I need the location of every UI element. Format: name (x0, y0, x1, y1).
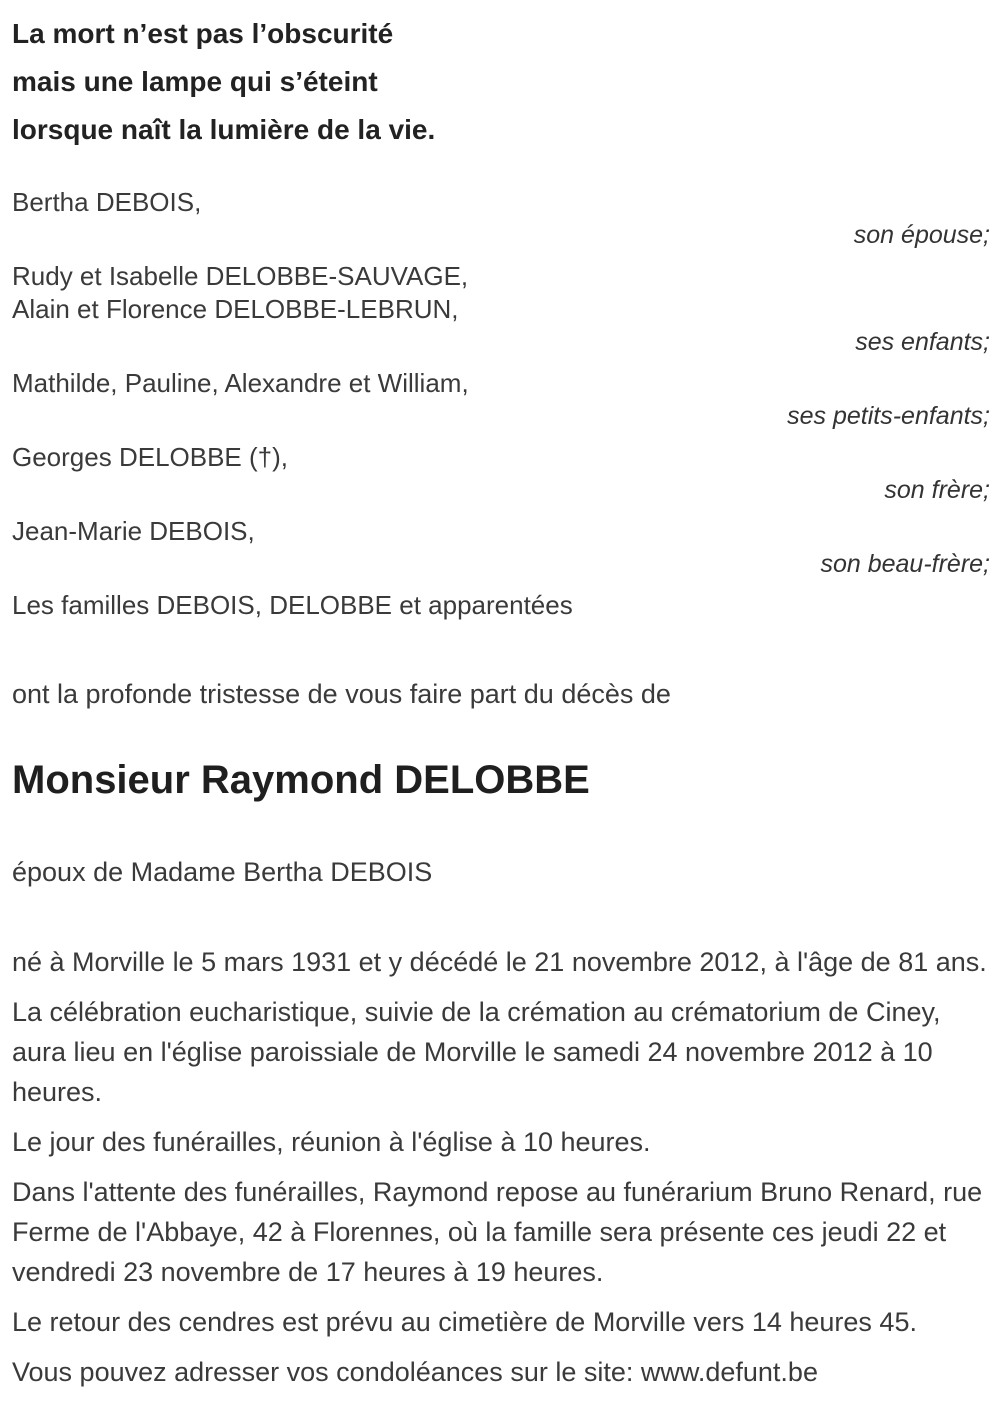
family-relation: ses enfants; (855, 328, 990, 356)
epigraph-line-1: La mort n’est pas l’obscurité (12, 18, 394, 49)
family-name: Georges DELOBBE (†), (12, 442, 288, 472)
announcement-line: ont la profonde tristesse de vous faire part du décès de (12, 679, 671, 709)
family-entry-spouse (12, 186, 990, 252)
paragraph-condolences: Vous pouvez adresser vos condoléances sur le site: www.defunt.be (12, 1357, 818, 1387)
family-name: Rudy et Isabelle DELOBBE-SAUVAGE, (12, 261, 469, 291)
family-entry-brother (12, 441, 990, 507)
family-relation: son épouse; (853, 221, 990, 249)
epigraph (12, 10, 990, 154)
epigraph-line-2: mais une lampe qui s’éteint (12, 66, 378, 97)
family-entry-grandchildren (12, 367, 990, 433)
family-name: Alain et Florence DELOBBE-LEBRUN, (12, 294, 459, 324)
family-name: Jean-Marie DEBOIS, (12, 516, 255, 546)
family-list (12, 186, 990, 622)
family-entry-children (12, 260, 990, 359)
family-relation: ses petits-enfants; (787, 402, 990, 430)
deceased-name-title: Monsieur Raymond DELOBBE (12, 758, 590, 802)
paragraph-funerarium: Dans l'attente des funérailles, Raymond repose au funérarium Bruno Renard, rue Ferme de l'Abbaye, 42 à Florennes, où la famille sera présente ces jeudi 22 et vendredi 23 novembre de 17 heures à 19 heures. (12, 1177, 983, 1287)
epigraph-line-3: lorsque naît la lumière de la vie. (12, 114, 436, 145)
paragraph-ceremony: La célébration eucharistique, suivie de la crémation au crématorium de Ciney, aura lieu en l'église paroissiale de Morville le samedi 24 novembre 2012 à 10 heures. (12, 997, 941, 1107)
family-name: Bertha DEBOIS, (12, 187, 202, 217)
deceased-subtitle: époux de Madame Bertha DEBOIS (12, 857, 433, 887)
paragraph-birth-death: né à Morville le 5 mars 1931 et y décédé le 21 novembre 2012, à l'âge de 81 ans. (12, 947, 987, 977)
families-line: Les familles DEBOIS, DELOBBE et apparentées (12, 590, 573, 620)
family-entry-brother-in-law (12, 515, 990, 581)
paragraph-ashes: Le retour des cendres est prévu au cimetière de Morville vers 14 heures 45. (12, 1307, 917, 1337)
notice-body (12, 942, 990, 1392)
family-relation: son beau-frère; (820, 550, 990, 578)
family-relation: son frère; (884, 476, 990, 504)
paragraph-meeting: Le jour des funérailles, réunion à l'église à 10 heures. (12, 1127, 651, 1157)
family-name: Mathilde, Pauline, Alexandre et William, (12, 368, 469, 398)
